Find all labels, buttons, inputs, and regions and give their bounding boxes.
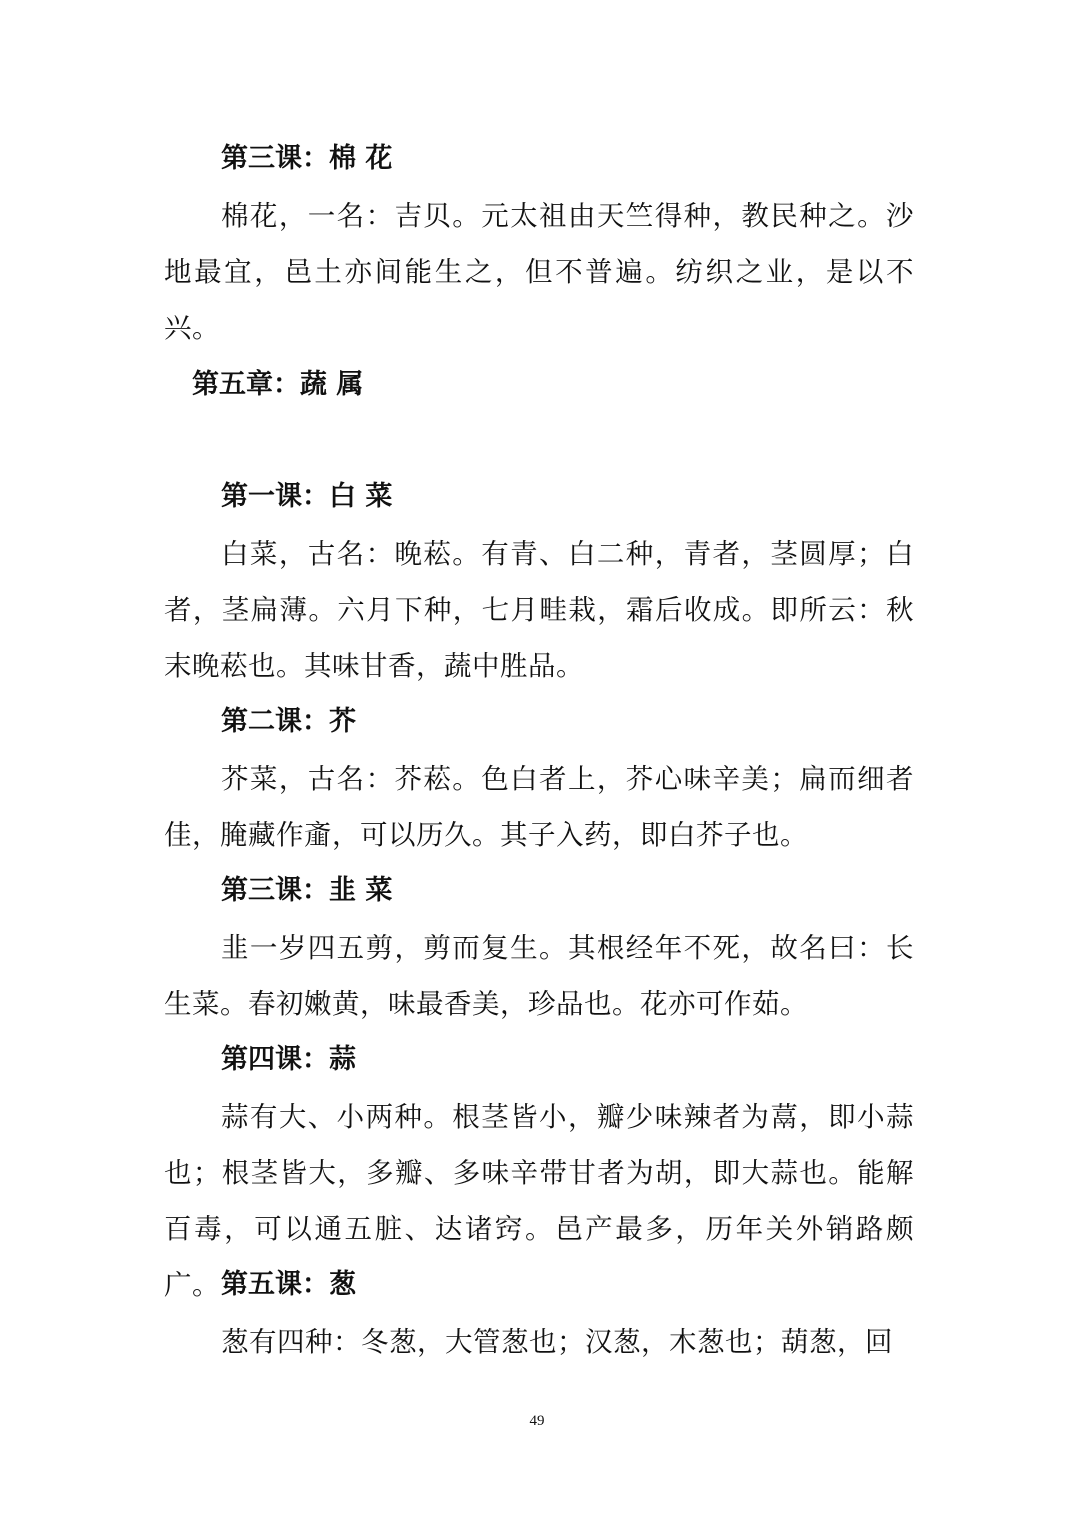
lesson-heading-garlic: 第四课：蒜 — [221, 1044, 356, 1075]
lesson-heading-cabbage: 第一课：白 菜 — [221, 481, 393, 512]
chapter-heading: 第五章：蔬 属 — [192, 369, 364, 400]
lesson-heading-chives: 第三课：韭 菜 — [221, 875, 393, 906]
lesson-text-onion: 葱有四种：冬葱，大管葱也；汉葱，木葱也；葫葱，回 — [221, 1326, 893, 1358]
page-number: 49 — [529, 1413, 545, 1429]
lesson-heading-onion: 第五课：葱 — [221, 1269, 356, 1300]
lesson-text-cotton: 棉花，一名：吉贝。元太祖由天竺得种，教民种之。沙地最宜，邑土亦间能生之，但不普遍。纺织之业，是以不兴。 — [164, 200, 914, 344]
lesson-text-garlic: 蒜有大、小两种。根茎皆小，瓣少味辣者为蒚，即小蒜也；根茎皆大，多瓣、多味辛带甘者为胡，即大蒜也。能解百毒，可以通五脏、达诸窍。邑产最多，历年关外销路颇广。 — [164, 1101, 914, 1301]
lesson-text-mustard: 芥菜，古名：芥菘。色白者上，芥心味辛美；扁而细者佳，腌藏作齑，可以历久。其子入药，即白芥子也。 — [164, 763, 914, 851]
lesson-heading-cotton: 第三课：棉 花 — [221, 143, 393, 174]
lesson-text-cabbage: 白菜，古名：晚菘。有青、白二种，青者，茎圆厚；白者，茎扁薄。六月下种，七月畦栽，霜后收成。即所云：秋末晚菘也。其味甘香，蔬中胜品。 — [164, 538, 914, 682]
lesson-heading-mustard: 第二课：芥 — [221, 706, 356, 737]
lesson-text-chives: 韭一岁四五剪，剪而复生。其根经年不死，故名曰：长生菜。春初嫩黄，味最香美，珍品也。花亦可作茹。 — [164, 932, 914, 1020]
